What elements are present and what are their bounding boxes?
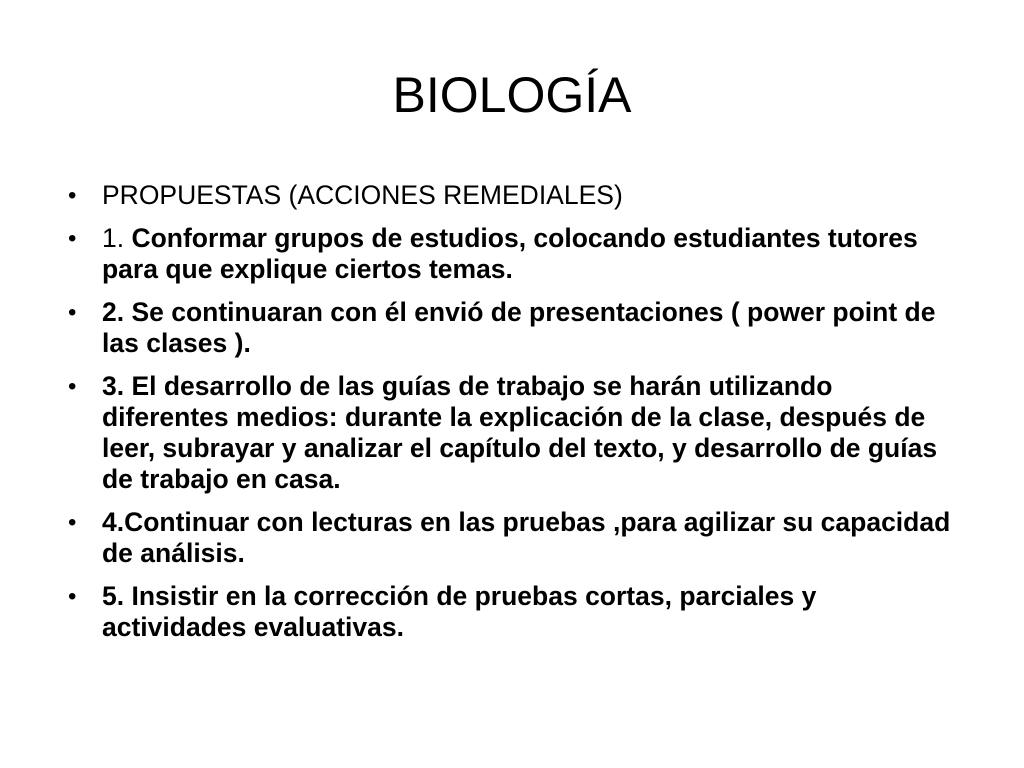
bullet-icon: • <box>68 583 77 610</box>
list-item <box>64 371 964 495</box>
item-text: 3. El desarrollo de las guías de trabajo se harán utilizando diferentes medios: durante la explicación de la clase, después de leer, subrayar y analizar el capítulo del texto, y desarrollo de guías de trabajo en casa. <box>102 371 938 494</box>
slide-title: BIOLOGÍA <box>392 67 632 123</box>
list-item <box>64 581 964 643</box>
list-item <box>64 507 964 569</box>
list-item <box>64 180 964 211</box>
item-text: 2. Se continuaran con él envió de presentaciones ( power point de las clases ). <box>102 297 936 358</box>
bullet-icon: • <box>68 509 77 536</box>
item-prefix: 1. <box>102 223 132 253</box>
bullet-icon: • <box>68 225 77 252</box>
bullet-icon: • <box>68 373 77 400</box>
bullet-icon: • <box>68 182 77 209</box>
bullet-icon: • <box>68 299 77 326</box>
bullet-list <box>64 180 964 655</box>
item-text: Conformar grupos de estudios, colocando estudiantes tutores para que explique ciertos temas. <box>102 223 918 284</box>
list-item <box>64 297 964 359</box>
item-text: 4.Continuar con lecturas en las pruebas ,para agilizar su capacidad de análisis. <box>102 507 951 568</box>
item-text: PROPUESTAS (ACCIONES REMEDIALES) <box>102 180 623 210</box>
item-text: 5. Insistir en la corrección de pruebas cortas, parciales y actividades evaluativas. <box>102 581 817 642</box>
list-item <box>64 223 964 285</box>
